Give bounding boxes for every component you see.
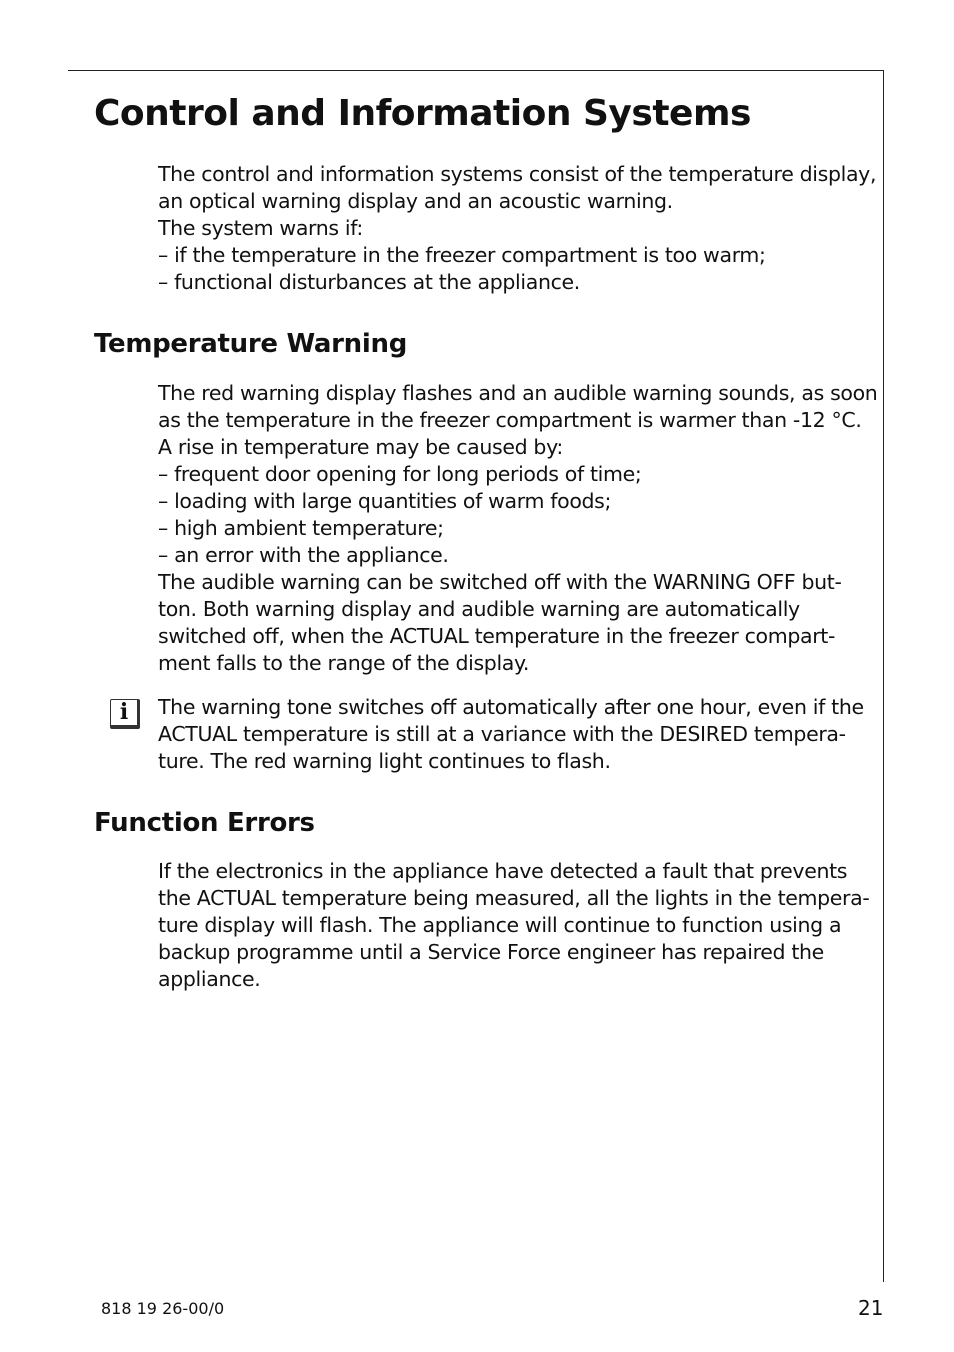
intro-line: The system warns if:	[158, 216, 363, 240]
intro-line: an optical warning display and an acoustic warning.	[158, 189, 673, 213]
function-errors-line: ture display will flash. The appliance will continue to function using a	[158, 913, 842, 937]
function-errors-heading: Function Errors	[94, 808, 315, 838]
info-note-line: The warning tone switches off automatically after one hour, even if the	[158, 695, 864, 719]
temperature-warning-line: The red warning display flashes and an audible warning sounds, as soon	[158, 381, 878, 405]
temperature-warning-line: – loading with large quantities of warm foods;	[158, 489, 612, 513]
temperature-warning-heading: Temperature Warning	[94, 329, 408, 359]
top-rule	[68, 70, 884, 71]
temperature-warning-paragraph	[158, 380, 878, 677]
temperature-warning-line: as the temperature in the freezer compartment is warmer than -12 °C.	[158, 408, 862, 432]
document-code: 818 19 26-00/0	[101, 1299, 225, 1318]
page-number: 21	[858, 1296, 884, 1320]
function-errors-line: If the electronics in the appliance have detected a fault that prevents	[158, 859, 848, 883]
intro-paragraph	[158, 161, 877, 296]
intro-line: – if the temperature in the freezer compartment is too warm;	[158, 243, 766, 267]
page-title: Control and Information Systems	[94, 93, 751, 134]
function-errors-paragraph	[158, 858, 870, 993]
info-icon: i	[110, 699, 140, 729]
function-errors-line: appliance.	[158, 967, 261, 991]
temperature-warning-line: – high ambient temperature;	[158, 516, 444, 540]
temperature-warning-line: The audible warning can be switched off with the WARNING OFF but-	[158, 570, 842, 594]
function-errors-line: the ACTUAL temperature being measured, all the lights in the tempera-	[158, 886, 870, 910]
info-note-paragraph	[158, 694, 862, 775]
temperature-warning-line: – an error with the appliance.	[158, 543, 449, 567]
right-margin-rule	[883, 70, 884, 1282]
temperature-warning-line: switched off, when the ACTUAL temperature in the freezer compart-	[158, 624, 836, 648]
intro-line: The control and information systems consist of the temperature display,	[158, 162, 877, 186]
function-errors-line: backup programme until a Service Force engineer has repaired the	[158, 940, 824, 964]
temperature-warning-line: A rise in temperature may be caused by:	[158, 435, 563, 459]
info-note-line: ACTUAL temperature is still at a variance with the DESIRED tempera-	[158, 722, 846, 746]
temperature-warning-line: ment falls to the range of the display.	[158, 651, 530, 675]
intro-line: – functional disturbances at the appliance.	[158, 270, 580, 294]
info-note-line: ture. The red warning light continues to flash.	[158, 749, 611, 773]
temperature-warning-line: ton. Both warning display and audible warning are automatically	[158, 597, 800, 621]
temperature-warning-line: – frequent door opening for long periods of time;	[158, 462, 642, 486]
